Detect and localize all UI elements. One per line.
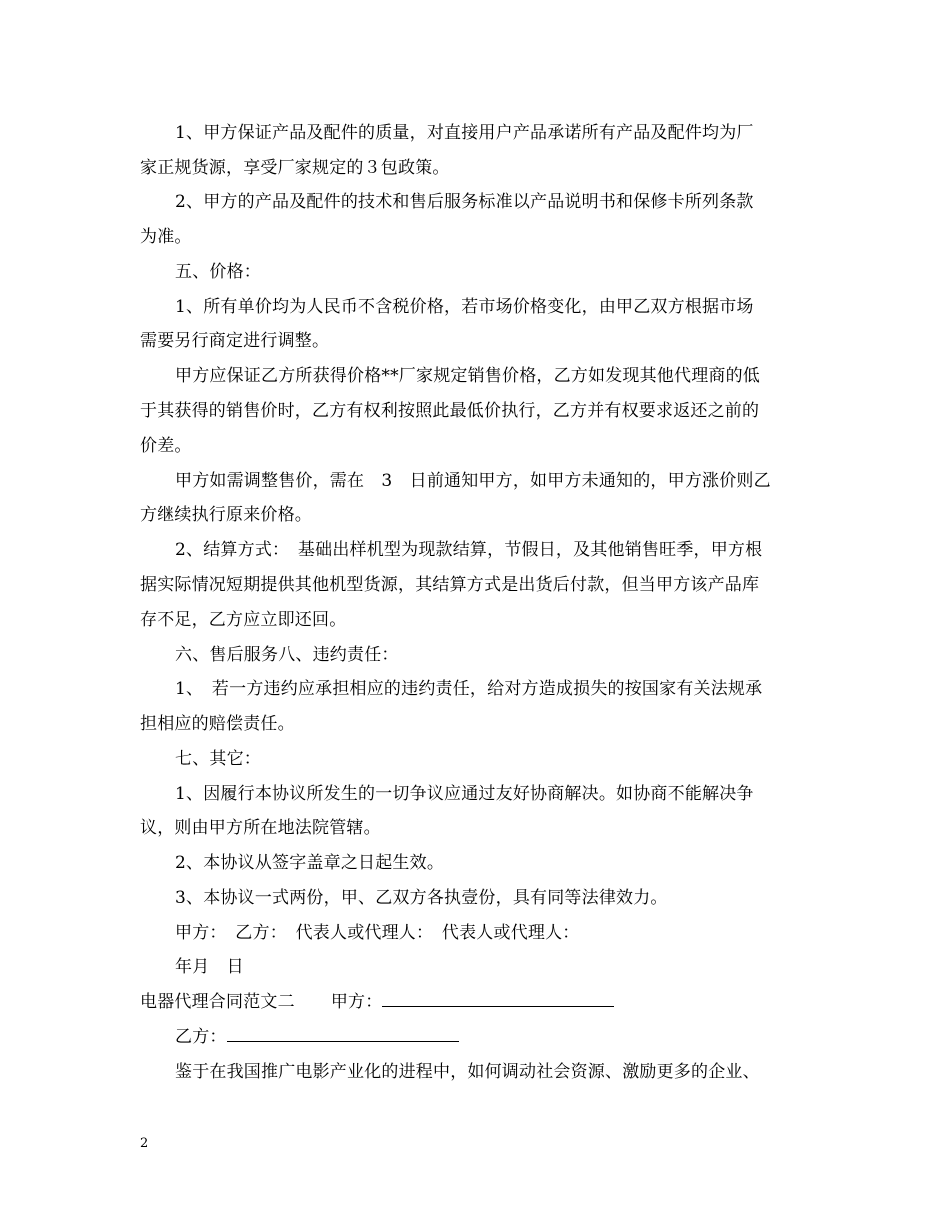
date-line: 年月 日: [175, 957, 244, 977]
paragraph-line: 据实际情况短期提供其他机型货源，其结算方式是出货后付款，但当甲方该产品库: [140, 575, 760, 595]
page-number: 2: [140, 1136, 149, 1151]
paragraph-line: 甲方如需调整售价，需在 3 日前通知甲方，如甲方未通知的，甲方涨价则乙: [175, 471, 771, 491]
paragraph-line: 1、因履行本协议所发生的一切争议应通过友好协商解决。如协商不能解决争: [175, 784, 754, 804]
contract-two-title: 电器代理合同范文二: [140, 992, 295, 1012]
section-heading: 七、其它：: [175, 749, 261, 769]
paragraph-line: 家正规货源，享受厂家规定的３包政策。: [140, 158, 450, 178]
paragraph-line: 担相应的赔偿责任。: [140, 714, 295, 734]
paragraph-line: 2、甲方的产品及配件的技术和售后服务标准以产品说明书和保修卡所列条款: [175, 192, 754, 212]
paragraph-line: 存不足，乙方应立即还回。: [140, 610, 347, 630]
paragraph-line: 2、结算方式： 基础出样机型为现款结算，节假日，及其他销售旺季，甲方根: [175, 540, 763, 560]
paragraph-line: 议，则由甲方所在地法院管辖。: [140, 818, 381, 838]
paragraph-line: 1、甲方保证产品及配件的质量，对直接用户产品承诺所有产品及配件均为厂: [175, 123, 754, 143]
section-heading: 六、售后服务八、违约责任：: [175, 645, 399, 665]
paragraph-line: 3、本协议一式两份，甲、乙双方各执壹份，具有同等法律效力。: [175, 888, 668, 908]
party-b-label: 乙方：: [175, 1027, 227, 1047]
signature-labels: 甲方： 乙方： 代表人或代理人： 代表人或代理人：: [175, 923, 580, 943]
paragraph-line: 需要另行商定进行调整。: [140, 331, 330, 351]
party-b-line: [175, 1025, 459, 1049]
paragraph-line: 为准。: [140, 227, 192, 247]
paragraph-line: 鉴于在我国推广电影产业化的进程中，如何调动社会资源、激励更多的企业、: [175, 1062, 760, 1082]
party-b-blank: [227, 1025, 459, 1042]
section-heading: 五、价格：: [175, 262, 261, 282]
paragraph-line: 1、所有单价均为人民币不含税价格，若市场价格变化，由甲乙双方根据市场: [175, 297, 754, 317]
paragraph-line: 价差。: [140, 436, 192, 456]
paragraph-line: 于其获得的销售价时，乙方有权利按照此最低价执行，乙方并有权要求返还之前的: [140, 401, 760, 421]
paragraph-line: 1、 若一方违约应承担相应的违约责任，给对方造成损失的按国家有关法规承: [175, 679, 763, 699]
party-a-blank: [382, 990, 614, 1007]
paragraph-line: 2、本协议从签字盖章之日起生效。: [175, 853, 445, 873]
party-a-label: 甲方：: [330, 992, 383, 1012]
paragraph-line: 方继续执行原来价格。: [140, 505, 312, 525]
contract-two-heading: [140, 990, 614, 1014]
paragraph-line: 甲方应保证乙方所获得价格**厂家规定销售价格，乙方如发现其他代理商的低: [175, 366, 760, 386]
